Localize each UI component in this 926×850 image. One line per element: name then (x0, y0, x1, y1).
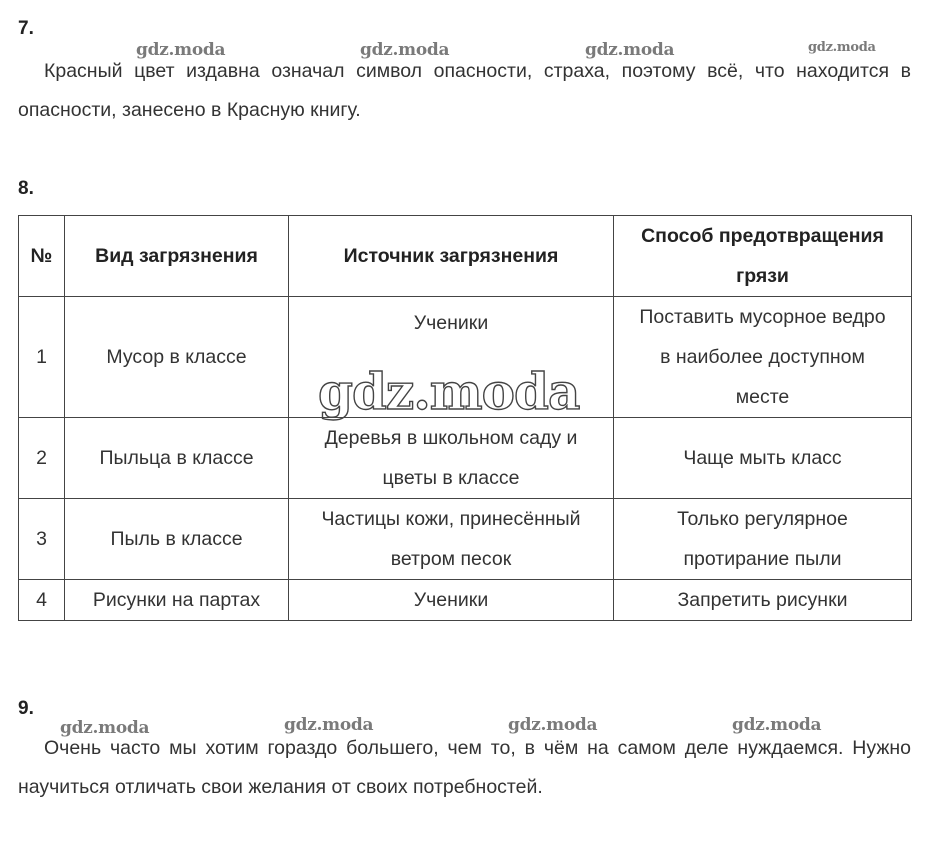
section-7-number: 7. (18, 18, 34, 39)
pollution-source: Деревья в школьном саду и цветы в классе (289, 418, 614, 499)
watermark: gdz.moda (360, 40, 450, 60)
watermark: gdz.moda (318, 362, 580, 421)
table-row (19, 418, 912, 499)
section-7-paragraph (18, 52, 911, 130)
row-number: 3 (19, 499, 65, 580)
watermark: gdz.moda (60, 718, 150, 738)
header-prevention-method: Способ предотвращения грязи (614, 216, 912, 297)
watermark: gdz.moda (136, 40, 226, 60)
section-9-number: 9. (18, 698, 34, 719)
pollution-type: Мусор в классе (65, 297, 289, 418)
prevention-method: Чаще мыть класс (614, 418, 912, 499)
section-9-text: Очень часто мы хотим гораздо большего, чем то, в чём на самом деле нуждаемся. Нужно научиться отличать свои желания от своих потребностей. (18, 737, 911, 798)
pollution-type: Пыльца в классе (65, 418, 289, 499)
table-row (19, 580, 912, 621)
watermark: gdz.moda (732, 715, 822, 735)
section-8-number: 8. (18, 178, 34, 199)
row-number: 1 (19, 297, 65, 418)
table-row (19, 499, 912, 580)
pollution-source: Ученики (289, 580, 614, 621)
section-9-paragraph (18, 729, 911, 807)
row-number: 4 (19, 580, 65, 621)
pollution-type: Пыль в классе (65, 499, 289, 580)
header-pollution-source: Источник загрязнения (289, 216, 614, 297)
section-7-text: Красный цвет издавна означал символ опасности, страха, поэтому всё, что находится в опасности, занесено в Красную книгу. (18, 60, 911, 121)
prevention-method: Поставить мусорное ведро в наиболее доступном месте (614, 297, 912, 418)
header-pollution-type: Вид загрязнения (65, 216, 289, 297)
watermark: gdz.moda (585, 40, 675, 60)
watermark: gdz.moda (284, 715, 374, 735)
watermark: gdz.moda (508, 715, 598, 735)
watermark: gdz.moda (808, 40, 876, 55)
prevention-method: Запретить рисунки (614, 580, 912, 621)
prevention-method: Только регулярное протирание пыли (614, 499, 912, 580)
row-number: 2 (19, 418, 65, 499)
pollution-source: Ученики (289, 297, 614, 418)
pollution-source: Частицы кожи, принесённый ветром песок (289, 499, 614, 580)
table-header-row (19, 216, 912, 297)
header-number: № (19, 216, 65, 297)
pollution-type: Рисунки на партах (65, 580, 289, 621)
